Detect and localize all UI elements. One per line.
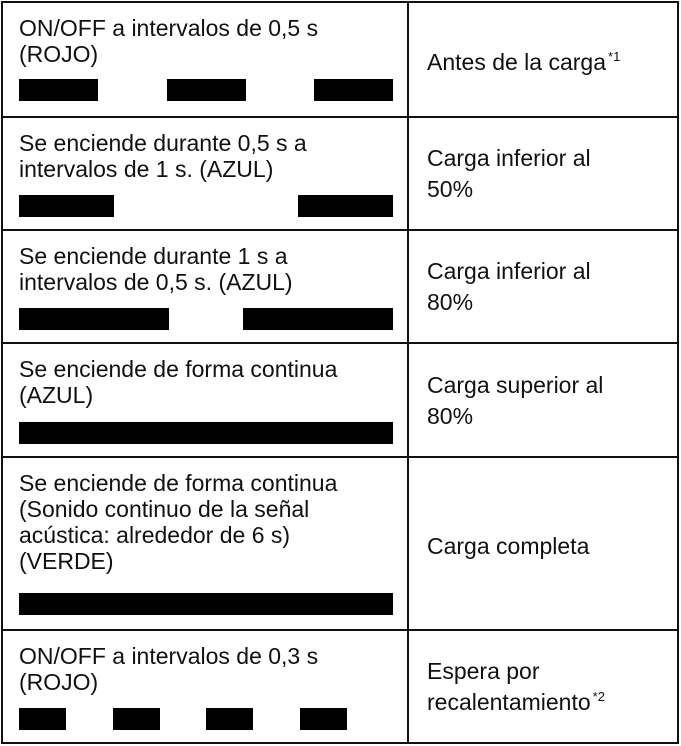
indicator-cell: [3, 231, 409, 342]
blink-pattern: [19, 79, 393, 101]
indicator-cell: [3, 118, 409, 229]
table-row: [3, 344, 677, 458]
light-on-segment: [298, 195, 393, 217]
charge-status-text: Carga completa: [427, 533, 590, 559]
status-cell: [409, 118, 677, 229]
table-row: [3, 458, 677, 631]
charge-status: [427, 44, 620, 75]
charge-status: [427, 258, 591, 315]
light-on-segment: [19, 308, 169, 330]
blink-pattern: [19, 308, 393, 330]
indicator-description: ON/OFF a intervalos de 0,3 s (ROJO): [19, 643, 319, 695]
status-cell: [409, 3, 677, 116]
charge-status: [427, 658, 605, 715]
light-on-segment: [19, 708, 66, 730]
footnote-mark: *2: [592, 689, 605, 704]
indicator-cell: [3, 344, 409, 456]
charge-status: [427, 372, 603, 429]
table-row: [3, 631, 677, 742]
indicator-description: Se enciende de forma continua (AZUL): [19, 356, 338, 408]
blink-pattern: [19, 593, 393, 615]
blink-pattern: [19, 195, 393, 217]
indicator-cell: [3, 631, 409, 742]
light-on-segment: [19, 195, 114, 217]
charge-status-text: Carga superior al 80%: [427, 371, 604, 429]
light-on-segment: [113, 708, 160, 730]
blink-pattern: [19, 422, 393, 444]
light-on-segment: [300, 708, 347, 730]
charge-status-text: Carga inferior al 50%: [427, 145, 591, 202]
light-on-segment: [206, 708, 253, 730]
indicator-description: Se enciende durante 0,5 s a intervalos de 1 s. (AZUL): [19, 130, 307, 182]
charge-status-text: Espera por recalentamiento: [427, 658, 591, 715]
status-cell: [409, 231, 677, 342]
indicator-description: Se enciende durante 1 s a intervalos de 0,5 s. (AZUL): [19, 243, 293, 295]
table-row: [3, 3, 677, 118]
charging-status-table: [1, 1, 679, 744]
charge-status: [427, 528, 591, 559]
charge-status-text: Antes de la carga: [427, 49, 607, 75]
charge-status: [427, 145, 591, 202]
indicator-cell: [3, 458, 409, 629]
status-cell: [409, 631, 677, 742]
blink-pattern: [19, 708, 393, 730]
table-row: [3, 231, 677, 344]
light-on-segment: [167, 79, 246, 101]
footnote-mark: *1: [608, 49, 621, 64]
indicator-description: Se enciende de forma continua (Sonido continuo de la señal acústica: alrededor de 6 s) (VERDE): [19, 470, 338, 574]
light-on-segment: [19, 422, 393, 444]
light-on-segment: [243, 308, 393, 330]
indicator-description: ON/OFF a intervalos de 0,5 s (ROJO): [19, 15, 319, 67]
light-on-segment: [19, 593, 393, 615]
table-row: [3, 118, 677, 231]
status-cell: [409, 458, 677, 629]
indicator-cell: [3, 3, 409, 116]
status-cell: [409, 344, 677, 456]
light-on-segment: [314, 79, 393, 101]
light-on-segment: [19, 79, 98, 101]
charge-status-text: Carga inferior al 80%: [427, 258, 591, 315]
